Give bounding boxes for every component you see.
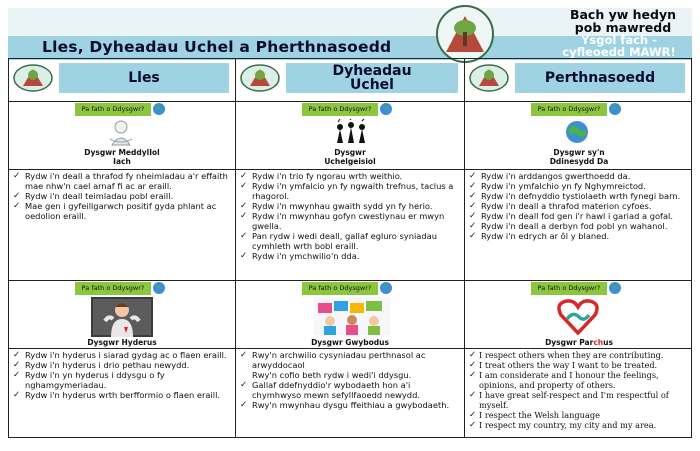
list-item: ✓ Rydw i'n deall teimladau pobl eraill.	[13, 191, 231, 201]
column-header-perthnasoedd	[465, 59, 691, 99]
statement-list	[13, 171, 231, 221]
heart-hands-icon	[557, 297, 599, 335]
motto-welsh: Bach yw hedyn pob mawredd	[569, 7, 677, 35]
list-item: ✓ I respect others when they are contributing.	[469, 350, 691, 360]
ambitious-figures-icon	[332, 119, 370, 145]
column-divider	[235, 59, 236, 437]
learner-caption: Dysgwr Parchus	[545, 338, 613, 347]
list-item: ✓ Rydw i'n ymfalcio yn fy ngwaith trefnus, taclus a rhagorol.	[240, 181, 460, 201]
list-item: ✓ Pan rydw i wedi deall, gallaf egluro syniadau cymhleth wrth bobl eraill.	[240, 231, 460, 251]
row-divider	[9, 280, 691, 281]
list-item: ✓ Rydw i'n hyderus wrth berfformio o flaen eraill.	[13, 390, 231, 400]
globe-icon	[152, 281, 166, 295]
globe-icon	[379, 281, 393, 295]
list-item: ✓ Rydw i'n defnyddio tystiolaeth wrth fynegi barn.	[469, 191, 689, 201]
list-item: ✓ Rydw i'n hyderus i siarad gydag ac o flaen eraill.	[13, 350, 231, 360]
list-item: ✓ Rydw i'n edrych ar ôl y blaned.	[469, 231, 689, 241]
list-item: ✓ Rwy'n mwynhau dysgu ffeithiau a gwybodaeth.	[240, 400, 460, 410]
statement-list	[240, 350, 460, 410]
list-item: ✓ Rydw i'n deall a thrafod fy nheimladau a'r effaith mae nhw'n cael arnaf fi ac ar eraill.	[13, 171, 231, 191]
statement-list	[469, 350, 691, 430]
values-table	[8, 58, 692, 438]
list-item: ✓ Rydw i'n deall a thrafod materion cyfoes.	[469, 201, 689, 211]
learner-caption: Dysgwr sy'n Ddinesydd Da	[549, 148, 609, 166]
list-item: ✓ Gallaf ddefnyddio'r wybodaeth hon a'i chymhwyso mewn sefyllfaoedd newydd.	[240, 380, 460, 400]
school-badge-icon	[469, 64, 509, 92]
list-item: ✓ I treat others the way I want to be treated.	[469, 360, 691, 370]
list-item: ✓ Rydw i'n mwynhau gofyn cwestiynau er mwyn gwella.	[240, 211, 460, 231]
globe-icon	[608, 281, 622, 295]
learner-caption: Dysgwr MeddylIol Iach	[84, 148, 160, 166]
confident-child-image	[91, 297, 153, 337]
page-title: Lles, Dyheadau Uchel a Pherthnasoedd	[42, 38, 392, 56]
motto-tagline: Ysgol fach - cyfleoedd MAWR!	[562, 33, 676, 59]
row-divider	[9, 101, 691, 102]
knowledgeable-children-image	[314, 297, 390, 335]
learner-caption: Dysgwr Gwybodus	[311, 338, 389, 347]
list-item: ✓ I respect my country, my city and my area.	[469, 420, 691, 430]
list-item: ✓ I am considerate and I honour the feelings, opinions, and property of others.	[469, 370, 691, 390]
list-item: ✓ Rydw i'n yn hyderus i ddysgu o fy nghamgymeriadau.	[13, 370, 231, 390]
list-item: ✓ Rydw i'n deall a derbyn fod pobl yn wahanol.	[469, 221, 689, 231]
learner-type-pill: Pa fath o Ddysgwr?	[302, 282, 378, 295]
list-item: ✓ I respect the Welsh language	[469, 410, 691, 420]
learner-type-pill: Pa fath o Ddysgwr?	[531, 103, 607, 116]
globe-icon	[565, 120, 589, 144]
learner-type-pill: Pa fath o Ddysgwr?	[531, 282, 607, 295]
column-divider	[464, 59, 465, 437]
column-heading-bar: Perthnasoedd	[515, 63, 685, 93]
learner-type-pill: Pa fath o Ddysgwr?	[75, 103, 151, 116]
column-header-dyheadau	[236, 59, 464, 99]
row-divider	[9, 169, 691, 170]
mindful-figure-icon	[108, 119, 134, 147]
list-item: Rwy'n cofio beth rydw i wedi'i ddysgu.	[252, 370, 412, 380]
learner-type-pill: Pa fath o Ddysgwr?	[75, 282, 151, 295]
school-badge-icon	[13, 64, 53, 92]
list-item: ✓ Rydw i'n ymchwilio'n dda.	[240, 251, 460, 261]
column-header-lles	[9, 59, 235, 99]
statement-list	[13, 350, 231, 400]
globe-icon	[608, 102, 622, 116]
list-item: ✓ Rydw i'n trio fy ngorau wrth weithio.	[240, 171, 460, 181]
list-item: ✓ Rydw i'n hyderus i drio pethau newydd.	[13, 360, 231, 370]
list-item: ✓ Rydw i'n deall fod gen i'r hawl i gariad a gofal.	[469, 211, 689, 221]
school-logo	[426, 4, 504, 64]
learner-caption: Dysgwr Uchelgeisiol	[324, 148, 376, 166]
statement-list	[240, 171, 460, 261]
learner-type-pill: Pa fath o Ddysgwr?	[302, 103, 378, 116]
column-heading-bar: Dyheadau Uchel	[286, 63, 458, 93]
list-item: ✓ Mae gen i gyfeillgarwch positif gyda phlant ac oedolion eraill.	[13, 201, 231, 221]
list-item: ✓ Rydw i'n ymfalchio yn fy Nghymreictod.	[469, 181, 689, 191]
school-badge-icon	[240, 64, 280, 92]
row-divider	[9, 348, 691, 349]
list-item: ✓ Rydw i'n arddangos gwerthoedd da.	[469, 171, 689, 181]
column-heading-bar: Lles	[59, 63, 229, 93]
globe-icon	[152, 102, 166, 116]
learner-caption: Dysgwr Hyderus	[87, 338, 157, 347]
globe-icon	[379, 102, 393, 116]
list-item: ✓ Rwy'n archwilio cysyniadau perthnasol ac arwyddocaol	[240, 350, 460, 370]
list-item: ✓ I have great self-respect and I'm respectful of myself.	[469, 390, 691, 410]
header-banner	[8, 8, 692, 58]
list-item: ✓ Rydw i'n mwynhau gwaith sydd yn fy herio.	[240, 201, 460, 211]
statement-list	[469, 171, 689, 241]
